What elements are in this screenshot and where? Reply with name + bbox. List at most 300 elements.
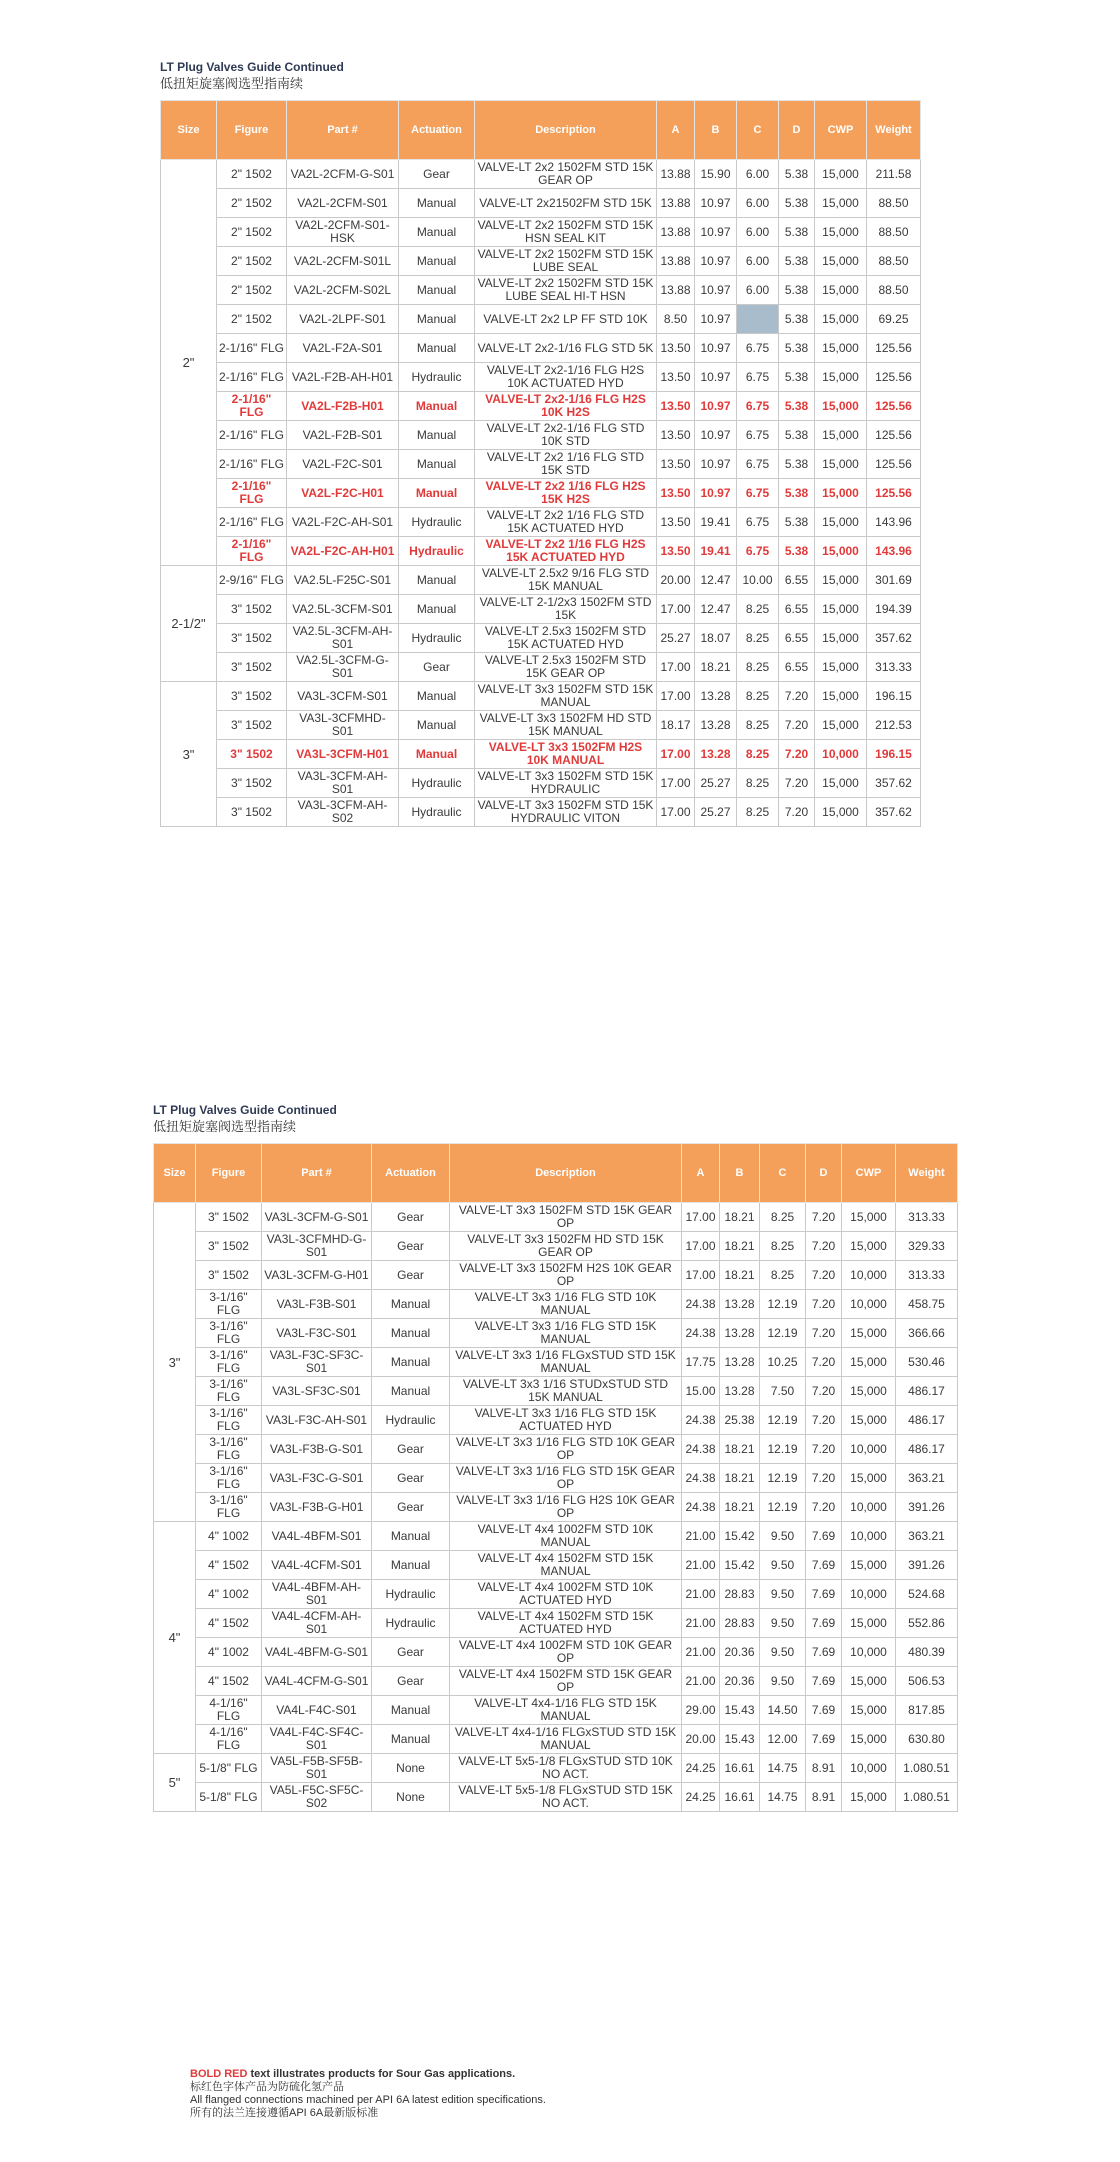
figure-cell: 2-1/16" FLG xyxy=(217,392,287,421)
b-cell: 13.28 xyxy=(695,711,737,740)
table-row xyxy=(161,769,921,798)
part-cell: VA3L-3CFMHD-S01 xyxy=(287,711,399,740)
part-cell: VA3L-3CFM-AH-S01 xyxy=(287,769,399,798)
part-cell: VA2L-F2B-S01 xyxy=(287,421,399,450)
part-cell: VA3L-3CFM-H01 xyxy=(287,740,399,769)
desc-cell: VALVE-LT 3x3 1/16 FLG STD 10K GEAR OP xyxy=(450,1435,682,1464)
d-cell: 5.38 xyxy=(779,537,815,566)
a-cell: 24.25 xyxy=(682,1754,720,1783)
c-cell: 10.25 xyxy=(760,1348,806,1377)
c-cell: 6.75 xyxy=(737,508,779,537)
w-cell: 88.50 xyxy=(867,276,921,305)
part-cell: VA2L-F2C-AH-S01 xyxy=(287,508,399,537)
table-row xyxy=(161,479,921,508)
column-header: Figure xyxy=(217,101,287,160)
desc-cell: VALVE-LT 2x2 1502FM STD 15K LUBE SEAL xyxy=(475,247,657,276)
table-row xyxy=(161,421,921,450)
d-cell: 5.38 xyxy=(779,276,815,305)
desc-cell: VALVE-LT 3x3 1/16 FLGxSTUD STD 15K MANUAL xyxy=(450,1348,682,1377)
note-sour-gas-cn: 标红色字体产品为防硫化氢产品 xyxy=(190,2081,344,2093)
d-cell: 7.69 xyxy=(806,1696,842,1725)
act-cell: Gear xyxy=(399,653,475,682)
c-cell: 14.50 xyxy=(760,1696,806,1725)
figure-cell: 2" 1502 xyxy=(217,276,287,305)
desc-cell: VALVE-LT 2.5x2 9/16 FLG STD 15K MANUAL xyxy=(475,566,657,595)
cwp-cell: 15,000 xyxy=(815,595,867,624)
act-cell: Manual xyxy=(372,1551,450,1580)
act-cell: Manual xyxy=(372,1377,450,1406)
w-cell: 313.33 xyxy=(896,1261,958,1290)
a-cell: 17.00 xyxy=(657,798,695,827)
d-cell: 5.38 xyxy=(779,421,815,450)
c-cell: 6.00 xyxy=(737,276,779,305)
b-cell: 13.28 xyxy=(695,740,737,769)
w-cell: 391.26 xyxy=(896,1551,958,1580)
part-cell: VA3L-3CFMHD-G-S01 xyxy=(262,1232,372,1261)
b-cell: 25.38 xyxy=(720,1406,760,1435)
w-cell: 212.53 xyxy=(867,711,921,740)
part-cell: VA3L-3CFM-AH-S02 xyxy=(287,798,399,827)
w-cell: 357.62 xyxy=(867,798,921,827)
a-cell: 21.00 xyxy=(682,1609,720,1638)
size-cell: 3" xyxy=(161,682,217,827)
a-cell: 20.00 xyxy=(657,566,695,595)
cwp-cell: 15,000 xyxy=(815,334,867,363)
part-cell: VA3L-F3C-G-S01 xyxy=(262,1464,372,1493)
c-cell: 10.00 xyxy=(737,566,779,595)
a-cell: 13.50 xyxy=(657,537,695,566)
column-header: Actuation xyxy=(372,1144,450,1203)
b-cell: 10.97 xyxy=(695,363,737,392)
column-header: Description xyxy=(475,101,657,160)
desc-cell: VALVE-LT 3x3 1502FM HD STD 15K GEAR OP xyxy=(450,1232,682,1261)
desc-cell: VALVE-LT 2x2-1/16 FLG H2S 10K ACTUATED HYD xyxy=(475,363,657,392)
cwp-cell: 10,000 xyxy=(842,1638,896,1667)
desc-cell: VALVE-LT 2x2 1/16 FLG H2S 15K H2S xyxy=(475,479,657,508)
figure-cell: 3" 1502 xyxy=(217,740,287,769)
column-header: Figure xyxy=(196,1144,262,1203)
a-cell: 17.00 xyxy=(682,1203,720,1232)
a-cell: 8.50 xyxy=(657,305,695,334)
column-header: Size xyxy=(154,1144,196,1203)
c-cell: 12.00 xyxy=(760,1725,806,1754)
b-cell: 18.21 xyxy=(720,1232,760,1261)
w-cell: 211.58 xyxy=(867,160,921,189)
a-cell: 21.00 xyxy=(682,1667,720,1696)
desc-cell: VALVE-LT 2.5x3 1502FM STD 15K ACTUATED HYD xyxy=(475,624,657,653)
w-cell: 486.17 xyxy=(896,1377,958,1406)
part-cell: VA5L-F5C-SF5C-S02 xyxy=(262,1783,372,1812)
desc-cell: VALVE-LT 2x2 LP FF STD 10K xyxy=(475,305,657,334)
cwp-cell: 15,000 xyxy=(815,479,867,508)
guide-section-1 xyxy=(160,60,921,827)
b-cell: 25.27 xyxy=(695,769,737,798)
note-bold-red: BOLD RED xyxy=(190,2068,248,2080)
cwp-cell: 10,000 xyxy=(815,740,867,769)
figure-cell: 3-1/16" FLG xyxy=(196,1290,262,1319)
column-header: Weight xyxy=(867,101,921,160)
desc-cell: VALVE-LT 5x5-1/8 FLGxSTUD STD 10K NO ACT. xyxy=(450,1754,682,1783)
a-cell: 17.00 xyxy=(682,1232,720,1261)
column-header: Description xyxy=(450,1144,682,1203)
b-cell: 19.41 xyxy=(695,537,737,566)
a-cell: 24.38 xyxy=(682,1464,720,1493)
c-cell: 6.75 xyxy=(737,421,779,450)
d-cell: 7.20 xyxy=(806,1406,842,1435)
desc-cell: VALVE-LT 2x2 1502FM STD 15K HSN SEAL KIT xyxy=(475,218,657,247)
table-row xyxy=(161,711,921,740)
figure-cell: 5-1/8" FLG xyxy=(196,1783,262,1812)
act-cell: Hydraulic xyxy=(372,1406,450,1435)
a-cell: 13.50 xyxy=(657,508,695,537)
cwp-cell: 10,000 xyxy=(842,1261,896,1290)
figure-cell: 2-1/16" FLG xyxy=(217,508,287,537)
c-cell: 12.19 xyxy=(760,1464,806,1493)
c-cell: 12.19 xyxy=(760,1406,806,1435)
b-cell: 10.97 xyxy=(695,247,737,276)
a-cell: 13.88 xyxy=(657,218,695,247)
d-cell: 6.55 xyxy=(779,566,815,595)
table-row xyxy=(154,1493,958,1522)
table-row xyxy=(154,1435,958,1464)
d-cell: 7.20 xyxy=(806,1232,842,1261)
d-cell: 7.69 xyxy=(806,1522,842,1551)
figure-cell: 4" 1502 xyxy=(196,1551,262,1580)
d-cell: 7.69 xyxy=(806,1580,842,1609)
cwp-cell: 15,000 xyxy=(815,421,867,450)
part-cell: VA3L-3CFM-G-S01 xyxy=(262,1203,372,1232)
part-cell: VA2L-F2C-AH-H01 xyxy=(287,537,399,566)
act-cell: Manual xyxy=(399,566,475,595)
w-cell: 391.26 xyxy=(896,1493,958,1522)
b-cell: 18.21 xyxy=(695,653,737,682)
cwp-cell: 10,000 xyxy=(842,1522,896,1551)
c-cell: 8.25 xyxy=(760,1203,806,1232)
w-cell: 458.75 xyxy=(896,1290,958,1319)
d-cell: 7.20 xyxy=(806,1261,842,1290)
size-cell: 2-1/2" xyxy=(161,566,217,682)
desc-cell: VALVE-LT 4x4 1502FM STD 15K GEAR OP xyxy=(450,1667,682,1696)
a-cell: 17.00 xyxy=(657,653,695,682)
figure-cell: 2-1/16" FLG xyxy=(217,363,287,392)
part-cell: VA2.5L-3CFM-S01 xyxy=(287,595,399,624)
desc-cell: VALVE-LT 3x3 1/16 FLG STD 10K MANUAL xyxy=(450,1290,682,1319)
w-cell: 69.25 xyxy=(867,305,921,334)
b-cell: 10.97 xyxy=(695,276,737,305)
a-cell: 24.38 xyxy=(682,1290,720,1319)
d-cell: 8.91 xyxy=(806,1754,842,1783)
table-row xyxy=(154,1696,958,1725)
d-cell: 5.38 xyxy=(779,392,815,421)
column-header: A xyxy=(657,101,695,160)
desc-cell: VALVE-LT 3x3 1502FM H2S 10K GEAR OP xyxy=(450,1261,682,1290)
table-row xyxy=(154,1580,958,1609)
cwp-cell: 15,000 xyxy=(815,276,867,305)
table-row xyxy=(154,1783,958,1812)
figure-cell: 4-1/16" FLG xyxy=(196,1696,262,1725)
cwp-cell: 15,000 xyxy=(815,798,867,827)
table-row xyxy=(161,160,921,189)
b-cell: 18.21 xyxy=(720,1493,760,1522)
b-cell: 20.36 xyxy=(720,1638,760,1667)
cwp-cell: 15,000 xyxy=(842,1667,896,1696)
part-cell: VA3L-F3B-G-H01 xyxy=(262,1493,372,1522)
figure-cell: 3" 1502 xyxy=(217,798,287,827)
desc-cell: VALVE-LT 4x4 1502FM STD 15K ACTUATED HYD xyxy=(450,1609,682,1638)
desc-cell: VALVE-LT 4x4-1/16 FLGxSTUD STD 15K MANUAL xyxy=(450,1725,682,1754)
part-cell: VA3L-F3C-AH-S01 xyxy=(262,1406,372,1435)
d-cell: 7.20 xyxy=(806,1290,842,1319)
figure-cell: 3-1/16" FLG xyxy=(196,1348,262,1377)
c-cell: 8.25 xyxy=(737,740,779,769)
w-cell: 125.56 xyxy=(867,450,921,479)
act-cell: Gear xyxy=(399,160,475,189)
a-cell: 21.00 xyxy=(682,1638,720,1667)
figure-cell: 2-9/16" FLG xyxy=(217,566,287,595)
cwp-cell: 15,000 xyxy=(815,160,867,189)
b-cell: 16.61 xyxy=(720,1754,760,1783)
section-title: LT Plug Valves Guide Continued xyxy=(153,1103,337,1117)
cwp-cell: 10,000 xyxy=(842,1290,896,1319)
figure-cell: 3" 1502 xyxy=(217,595,287,624)
w-cell: 329.33 xyxy=(896,1232,958,1261)
act-cell: Manual xyxy=(399,711,475,740)
act-cell: Manual xyxy=(399,276,475,305)
b-cell: 10.97 xyxy=(695,218,737,247)
b-cell: 10.97 xyxy=(695,421,737,450)
act-cell: Hydraulic xyxy=(399,363,475,392)
column-header: Size xyxy=(161,101,217,160)
desc-cell: VALVE-LT 3x3 1/16 FLG STD 15K GEAR OP xyxy=(450,1464,682,1493)
figure-cell: 4" 1502 xyxy=(196,1667,262,1696)
table-row xyxy=(154,1609,958,1638)
column-header: A xyxy=(682,1144,720,1203)
cwp-cell: 15,000 xyxy=(842,1232,896,1261)
w-cell: 125.56 xyxy=(867,479,921,508)
act-cell: Manual xyxy=(399,392,475,421)
figure-cell: 2-1/16" FLG xyxy=(217,479,287,508)
c-cell xyxy=(737,305,779,334)
c-cell: 14.75 xyxy=(760,1783,806,1812)
column-header: Part # xyxy=(287,101,399,160)
b-cell: 18.21 xyxy=(720,1203,760,1232)
table-row xyxy=(154,1232,958,1261)
part-cell: VA4L-4CFM-G-S01 xyxy=(262,1667,372,1696)
desc-cell: VALVE-LT 2.5x3 1502FM STD 15K GEAR OP xyxy=(475,653,657,682)
d-cell: 5.38 xyxy=(779,363,815,392)
table-row xyxy=(154,1754,958,1783)
act-cell: Hydraulic xyxy=(399,624,475,653)
w-cell: 486.17 xyxy=(896,1435,958,1464)
figure-cell: 5-1/8" FLG xyxy=(196,1754,262,1783)
b-cell: 19.41 xyxy=(695,508,737,537)
a-cell: 21.00 xyxy=(682,1551,720,1580)
w-cell: 357.62 xyxy=(867,624,921,653)
b-cell: 13.28 xyxy=(720,1319,760,1348)
part-cell: VA4L-4BFM-AH-S01 xyxy=(262,1580,372,1609)
w-cell: 125.56 xyxy=(867,421,921,450)
w-cell: 1.080.51 xyxy=(896,1754,958,1783)
c-cell: 8.25 xyxy=(737,624,779,653)
cwp-cell: 15,000 xyxy=(815,566,867,595)
d-cell: 6.55 xyxy=(779,624,815,653)
figure-cell: 3" 1502 xyxy=(196,1203,262,1232)
figure-cell: 3" 1502 xyxy=(196,1261,262,1290)
figure-cell: 3-1/16" FLG xyxy=(196,1493,262,1522)
table-row xyxy=(154,1725,958,1754)
w-cell: 506.53 xyxy=(896,1667,958,1696)
b-cell: 18.21 xyxy=(720,1464,760,1493)
table-row xyxy=(161,189,921,218)
desc-cell: VALVE-LT 3x3 1/16 STUDxSTUD STD 15K MANUAL xyxy=(450,1377,682,1406)
desc-cell: VALVE-LT 4x4 1002FM STD 10K GEAR OP xyxy=(450,1638,682,1667)
cwp-cell: 15,000 xyxy=(842,1464,896,1493)
figure-cell: 2-1/16" FLG xyxy=(217,421,287,450)
w-cell: 125.56 xyxy=(867,392,921,421)
cwp-cell: 15,000 xyxy=(815,247,867,276)
c-cell: 12.19 xyxy=(760,1435,806,1464)
desc-cell: VALVE-LT 3x3 1502FM H2S 10K MANUAL xyxy=(475,740,657,769)
act-cell: Hydraulic xyxy=(372,1580,450,1609)
figure-cell: 4" 1002 xyxy=(196,1522,262,1551)
a-cell: 17.00 xyxy=(682,1261,720,1290)
section-title: LT Plug Valves Guide Continued xyxy=(160,60,344,74)
a-cell: 29.00 xyxy=(682,1696,720,1725)
figure-cell: 3-1/16" FLG xyxy=(196,1319,262,1348)
figure-cell: 4" 1002 xyxy=(196,1638,262,1667)
d-cell: 5.38 xyxy=(779,247,815,276)
desc-cell: VALVE-LT 3x3 1502FM STD 15K HYDRAULIC VITON xyxy=(475,798,657,827)
b-cell: 10.97 xyxy=(695,189,737,218)
size-cell: 2" xyxy=(161,160,217,566)
act-cell: Gear xyxy=(372,1232,450,1261)
act-cell: Hydraulic xyxy=(399,798,475,827)
w-cell: 817.85 xyxy=(896,1696,958,1725)
part-cell: VA2L-F2C-S01 xyxy=(287,450,399,479)
d-cell: 7.20 xyxy=(806,1377,842,1406)
table-row xyxy=(161,595,921,624)
c-cell: 8.25 xyxy=(737,769,779,798)
c-cell: 8.25 xyxy=(737,798,779,827)
w-cell: 530.46 xyxy=(896,1348,958,1377)
act-cell: Manual xyxy=(372,1348,450,1377)
d-cell: 7.20 xyxy=(806,1319,842,1348)
table-row xyxy=(161,682,921,711)
table-row xyxy=(161,247,921,276)
table-row xyxy=(161,740,921,769)
desc-cell: VALVE-LT 4x4 1002FM STD 10K MANUAL xyxy=(450,1522,682,1551)
desc-cell: VALVE-LT 3x3 1502FM STD 15K HYDRAULIC xyxy=(475,769,657,798)
act-cell: Hydraulic xyxy=(399,537,475,566)
cwp-cell: 15,000 xyxy=(815,189,867,218)
table-row xyxy=(154,1377,958,1406)
act-cell: Manual xyxy=(399,247,475,276)
d-cell: 5.38 xyxy=(779,334,815,363)
act-cell: Gear xyxy=(372,1435,450,1464)
d-cell: 7.20 xyxy=(806,1348,842,1377)
d-cell: 7.69 xyxy=(806,1725,842,1754)
desc-cell: VALVE-LT 2-1/2x3 1502FM STD 15K xyxy=(475,595,657,624)
figure-cell: 2" 1502 xyxy=(217,189,287,218)
b-cell: 10.97 xyxy=(695,479,737,508)
cwp-cell: 15,000 xyxy=(815,624,867,653)
a-cell: 13.50 xyxy=(657,479,695,508)
table-row xyxy=(154,1406,958,1435)
figure-cell: 2" 1502 xyxy=(217,305,287,334)
column-header: B xyxy=(720,1144,760,1203)
cwp-cell: 15,000 xyxy=(842,1203,896,1232)
a-cell: 13.88 xyxy=(657,160,695,189)
w-cell: 194.39 xyxy=(867,595,921,624)
part-cell: VA4L-F4C-SF4C-S01 xyxy=(262,1725,372,1754)
b-cell: 15.42 xyxy=(720,1551,760,1580)
cwp-cell: 15,000 xyxy=(815,305,867,334)
table-row xyxy=(154,1261,958,1290)
a-cell: 24.38 xyxy=(682,1319,720,1348)
cwp-cell: 15,000 xyxy=(815,508,867,537)
w-cell: 313.33 xyxy=(896,1203,958,1232)
table-row xyxy=(161,450,921,479)
act-cell: Manual xyxy=(372,1696,450,1725)
a-cell: 13.88 xyxy=(657,247,695,276)
act-cell: Manual xyxy=(399,595,475,624)
cwp-cell: 15,000 xyxy=(842,1696,896,1725)
a-cell: 13.50 xyxy=(657,421,695,450)
desc-cell: VALVE-LT 3x3 1/16 FLG H2S 10K GEAR OP xyxy=(450,1493,682,1522)
d-cell: 7.69 xyxy=(806,1609,842,1638)
part-cell: VA4L-4BFM-G-S01 xyxy=(262,1638,372,1667)
desc-cell: VALVE-LT 3x3 1502FM STD 15K MANUAL xyxy=(475,682,657,711)
b-cell: 18.21 xyxy=(720,1261,760,1290)
c-cell: 6.00 xyxy=(737,160,779,189)
a-cell: 17.00 xyxy=(657,682,695,711)
valve-table-2 xyxy=(153,1143,958,1812)
cwp-cell: 15,000 xyxy=(815,711,867,740)
c-cell: 6.00 xyxy=(737,189,779,218)
note-text: text illustrates products for Sour Gas applications. xyxy=(247,2068,516,2080)
b-cell: 20.36 xyxy=(720,1667,760,1696)
figure-cell: 3" 1502 xyxy=(217,711,287,740)
b-cell: 12.47 xyxy=(695,595,737,624)
a-cell: 13.88 xyxy=(657,276,695,305)
w-cell: 313.33 xyxy=(867,653,921,682)
figure-cell: 3" 1502 xyxy=(217,769,287,798)
figure-cell: 4" 1002 xyxy=(196,1580,262,1609)
figure-cell: 2-1/16" FLG xyxy=(217,537,287,566)
a-cell: 17.75 xyxy=(682,1348,720,1377)
part-cell: VA3L-3CFM-S01 xyxy=(287,682,399,711)
footnotes xyxy=(190,2068,546,2120)
figure-cell: 2" 1502 xyxy=(217,160,287,189)
figure-cell: 3" 1502 xyxy=(196,1232,262,1261)
b-cell: 13.28 xyxy=(720,1377,760,1406)
cwp-cell: 15,000 xyxy=(842,1348,896,1377)
table-row xyxy=(154,1638,958,1667)
table-row xyxy=(154,1667,958,1696)
a-cell: 24.38 xyxy=(682,1406,720,1435)
d-cell: 5.38 xyxy=(779,160,815,189)
cwp-cell: 15,000 xyxy=(842,1551,896,1580)
b-cell: 16.61 xyxy=(720,1783,760,1812)
column-header: CWP xyxy=(842,1144,896,1203)
table-row xyxy=(154,1319,958,1348)
b-cell: 10.97 xyxy=(695,392,737,421)
d-cell: 7.20 xyxy=(779,740,815,769)
cwp-cell: 10,000 xyxy=(842,1493,896,1522)
cwp-cell: 15,000 xyxy=(815,653,867,682)
act-cell: Manual xyxy=(372,1290,450,1319)
part-cell: VA2L-2CFM-S01-HSK xyxy=(287,218,399,247)
